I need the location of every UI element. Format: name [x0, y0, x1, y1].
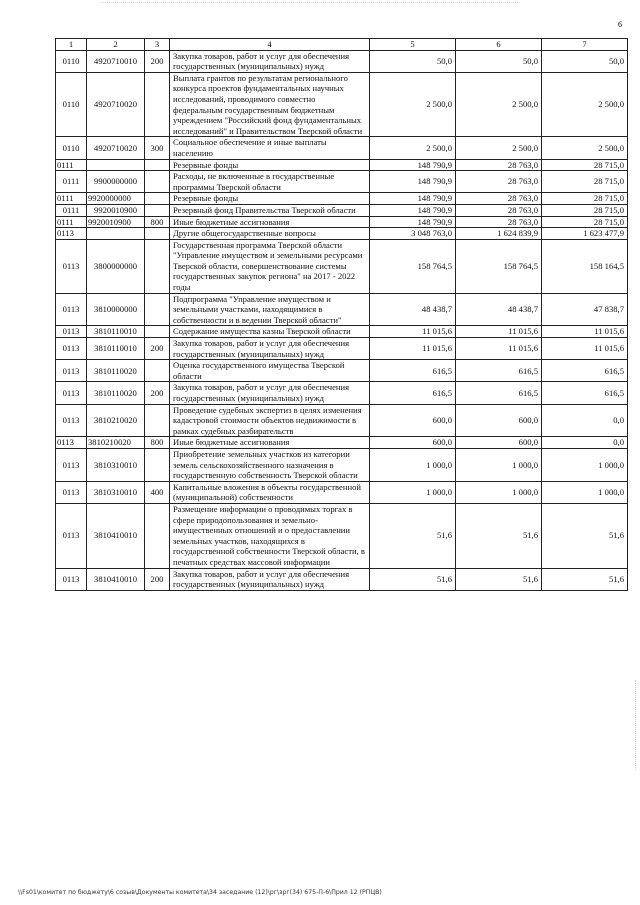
expense-type-code: 200	[145, 338, 170, 360]
section-code: 0113	[56, 326, 87, 338]
item-name: Закупка товаров, работ и услуг для обеспечения государственных (муниципальных) нужд	[170, 50, 370, 72]
section-code: 0113	[56, 360, 87, 382]
amount-col5: 148 790,9	[370, 216, 456, 228]
table-body	[56, 50, 628, 590]
target-code: 3810410010	[87, 568, 145, 590]
target-code: 9900000000	[87, 171, 145, 193]
item-name: Резервные фонды	[170, 193, 370, 205]
item-name: Оценка государственного имущества Тверской области	[170, 360, 370, 382]
expense-type-code: 200	[145, 50, 170, 72]
amount-col5: 148 790,9	[370, 171, 456, 193]
amount-col6: 1 000,0	[456, 481, 542, 503]
item-name: Иные бюджетные ассигнования	[170, 437, 370, 449]
amount-col7: 28 715,0	[542, 204, 628, 216]
expense-type-code: 800	[145, 216, 170, 228]
table-row	[56, 568, 628, 590]
amount-col5: 48 438,7	[370, 293, 456, 326]
amount-col7: 11 015,6	[542, 338, 628, 360]
item-name: Выплата грантов по результатам регионального конкурса проектов фундаментальных научных исследований, проводимого совместно федеральным государственным бюджетным учреждением "Российский фонд фундаментальных исследований" и Правительством Тверской области	[170, 72, 370, 137]
expense-type-code	[145, 448, 170, 481]
amount-col6: 2 500,0	[456, 72, 542, 137]
amount-col5: 51,6	[370, 568, 456, 590]
target-code: 9920010900	[87, 216, 145, 228]
amount-col6: 28 763,0	[456, 193, 542, 205]
item-name: Закупка товаров, работ и услуг для обеспечения государственных (муниципальных) нужд	[170, 338, 370, 360]
amount-col5: 1 000,0	[370, 448, 456, 481]
item-name: Социальное обеспечение и иные выплаты населению	[170, 137, 370, 159]
item-name: Размещение информации о проводимых торгах в сфере природопользования и земельно-имущественных отношений и о предоставлении земельных участков, находящихся в государственной собственности Тверской области, в печатных средствах массовой информации	[170, 503, 370, 568]
table-row	[56, 193, 628, 205]
column-header: 3	[145, 39, 170, 51]
amount-col5: 1 000,0	[370, 481, 456, 503]
section-code: 0113	[56, 404, 87, 437]
item-name: Расходы, не включенные в государственные программы Тверской области	[170, 171, 370, 193]
expense-type-code	[145, 204, 170, 216]
section-code: 0113	[56, 228, 87, 240]
amount-col7: 2 500,0	[542, 72, 628, 137]
amount-col5: 2 500,0	[370, 137, 456, 159]
amount-col6: 11 015,6	[456, 326, 542, 338]
section-code: 0113	[56, 382, 87, 404]
target-code: 3810000000	[87, 293, 145, 326]
item-name: Другие общегосударственные вопросы	[170, 228, 370, 240]
amount-col7: 0,0	[542, 404, 628, 437]
amount-col6: 1 000,0	[456, 448, 542, 481]
table-row	[56, 338, 628, 360]
table-row	[56, 503, 628, 568]
section-code: 0113	[56, 239, 87, 293]
target-code: 3810410010	[87, 503, 145, 568]
amount-col6: 616,5	[456, 382, 542, 404]
table-row	[56, 204, 628, 216]
amount-col5: 50,0	[370, 50, 456, 72]
table-row	[56, 481, 628, 503]
target-code: 3810210020	[87, 404, 145, 437]
scan-artifact	[100, 2, 520, 7]
item-name: Подпрограмма "Управление имуществом и земельными участками, находящимися в собственности и в ведении Тверской области"	[170, 293, 370, 326]
table-row	[56, 448, 628, 481]
table-row	[56, 239, 628, 293]
amount-col7: 616,5	[542, 360, 628, 382]
table-row	[56, 293, 628, 326]
amount-col7: 0,0	[542, 437, 628, 449]
amount-col6: 616,5	[456, 360, 542, 382]
table-row	[56, 360, 628, 382]
section-code: 0110	[56, 50, 87, 72]
amount-col7: 1 000,0	[542, 448, 628, 481]
expense-type-code: 800	[145, 437, 170, 449]
expense-type-code	[145, 239, 170, 293]
amount-col5: 148 790,9	[370, 193, 456, 205]
table-row	[56, 216, 628, 228]
page-number: 6	[618, 20, 622, 29]
amount-col7: 11 015,6	[542, 326, 628, 338]
table-row	[56, 50, 628, 72]
expense-type-code	[145, 72, 170, 137]
target-code: 4920710020	[87, 72, 145, 137]
table-row	[56, 228, 628, 240]
amount-col6: 11 015,6	[456, 338, 542, 360]
amount-col6: 28 763,0	[456, 204, 542, 216]
table-row	[56, 137, 628, 159]
amount-col5: 2 500,0	[370, 72, 456, 137]
target-code: 3810210020	[87, 437, 145, 449]
item-name: Иные бюджетные ассигнования	[170, 216, 370, 228]
target-code: 3800000000	[87, 239, 145, 293]
amount-col7: 2 500,0	[542, 137, 628, 159]
section-code: 0113	[56, 481, 87, 503]
table-row	[56, 159, 628, 171]
amount-col7: 51,6	[542, 568, 628, 590]
expense-type-code	[145, 293, 170, 326]
table-row	[56, 72, 628, 137]
header-row	[56, 39, 628, 51]
target-code: 9920010900	[87, 204, 145, 216]
expense-type-code	[145, 171, 170, 193]
item-name: Резервные фонды	[170, 159, 370, 171]
section-code: 0113	[56, 503, 87, 568]
item-name: Закупка товаров, работ и услуг для обеспечения государственных (муниципальных) нужд	[170, 382, 370, 404]
file-path-footer: \\Fs01\комитет по бюджету\6 созыв\Документы комитета\34 заседание (12)\рг\зрг(34) 675-П-6\Прил 12 (РПЦВ)	[18, 889, 382, 896]
amount-col6: 28 763,0	[456, 159, 542, 171]
expense-type-code	[145, 503, 170, 568]
amount-col5: 158 764,5	[370, 239, 456, 293]
target-code: 4920710020	[87, 137, 145, 159]
amount-col5: 11 015,6	[370, 338, 456, 360]
amount-col6: 600,0	[456, 404, 542, 437]
section-code: 0113	[56, 338, 87, 360]
amount-col7: 28 715,0	[542, 159, 628, 171]
section-code: 0113	[56, 568, 87, 590]
amount-col6: 51,6	[456, 568, 542, 590]
section-code: 0111	[56, 171, 87, 193]
amount-col6: 48 438,7	[456, 293, 542, 326]
amount-col7: 1 000,0	[542, 481, 628, 503]
scan-artifact	[633, 680, 636, 770]
section-code: 0113	[56, 448, 87, 481]
expense-type-code	[145, 228, 170, 240]
item-name: Содержание имущества казны Тверской области	[170, 326, 370, 338]
section-code: 0111	[56, 204, 87, 216]
section-code: 0110	[56, 137, 87, 159]
amount-col5: 148 790,9	[370, 204, 456, 216]
target-code: 3810110020	[87, 382, 145, 404]
amount-col7: 50,0	[542, 50, 628, 72]
expense-type-code	[145, 193, 170, 205]
section-code: 0113	[56, 293, 87, 326]
amount-col5: 600,0	[370, 437, 456, 449]
amount-col7: 51,6	[542, 503, 628, 568]
expense-type-code: 200	[145, 568, 170, 590]
item-name: Капитальные вложения в объекты государственной (муниципальной) собственности	[170, 481, 370, 503]
target-code: 3810110010	[87, 338, 145, 360]
target-code: 9920000000	[87, 193, 145, 205]
column-header: 1	[56, 39, 87, 51]
expense-type-code	[145, 404, 170, 437]
section-code: 0111	[56, 216, 87, 228]
amount-col5: 11 015,6	[370, 326, 456, 338]
budget-table	[55, 38, 628, 591]
column-header: 7	[542, 39, 628, 51]
target-code	[87, 159, 145, 171]
table-row	[56, 171, 628, 193]
amount-col6: 158 764,5	[456, 239, 542, 293]
column-header: 4	[170, 39, 370, 51]
amount-col6: 1 624 839,9	[456, 228, 542, 240]
amount-col7: 616,5	[542, 382, 628, 404]
amount-col5: 3 048 763,0	[370, 228, 456, 240]
item-name: Государственная программа Тверской области "Управление имуществом и земельными ресурсами Тверской области, совершенствование системы государственных закупок региона" на 2017 - 2022 годы	[170, 239, 370, 293]
amount-col6: 28 763,0	[456, 216, 542, 228]
amount-col5: 51,6	[370, 503, 456, 568]
table-row	[56, 437, 628, 449]
amount-col5: 600,0	[370, 404, 456, 437]
amount-col7: 28 715,0	[542, 193, 628, 205]
amount-col5: 148 790,9	[370, 159, 456, 171]
column-header: 2	[87, 39, 145, 51]
table-row	[56, 326, 628, 338]
column-header: 5	[370, 39, 456, 51]
target-code: 4920710010	[87, 50, 145, 72]
section-code: 0111	[56, 159, 87, 171]
target-code: 3810310010	[87, 481, 145, 503]
amount-col6: 28 763,0	[456, 171, 542, 193]
amount-col5: 616,5	[370, 382, 456, 404]
expense-type-code	[145, 360, 170, 382]
target-code: 3810310010	[87, 448, 145, 481]
target-code: 3810110010	[87, 326, 145, 338]
section-code: 0113	[56, 437, 87, 449]
amount-col6: 600,0	[456, 437, 542, 449]
amount-col7: 28 715,0	[542, 171, 628, 193]
column-header: 6	[456, 39, 542, 51]
amount-col6: 2 500,0	[456, 137, 542, 159]
expense-type-code: 300	[145, 137, 170, 159]
expense-type-code	[145, 326, 170, 338]
section-code: 0111	[56, 193, 87, 205]
item-name: Приобретение земельных участков из категории земель сельскохозяйственного назначения в государственную собственность Тверской области	[170, 448, 370, 481]
item-name: Проведение судебных экспертиз в целях изменения кадастровой стоимости объектов недвижимости в рамках судебных разбирательств	[170, 404, 370, 437]
amount-col7: 47 838,7	[542, 293, 628, 326]
expense-type-code: 400	[145, 481, 170, 503]
table-row	[56, 404, 628, 437]
target-code: 3810110020	[87, 360, 145, 382]
amount-col6: 51,6	[456, 503, 542, 568]
target-code	[87, 228, 145, 240]
item-name: Резервный фонд Правительства Тверской области	[170, 204, 370, 216]
amount-col7: 1 623 477,9	[542, 228, 628, 240]
table-row	[56, 382, 628, 404]
section-code: 0110	[56, 72, 87, 137]
amount-col6: 50,0	[456, 50, 542, 72]
expense-type-code	[145, 159, 170, 171]
item-name: Закупка товаров, работ и услуг для обеспечения государственных (муниципальных) нужд	[170, 568, 370, 590]
expense-type-code: 200	[145, 382, 170, 404]
amount-col5: 616,5	[370, 360, 456, 382]
amount-col7: 28 715,0	[542, 216, 628, 228]
amount-col7: 158 164,5	[542, 239, 628, 293]
